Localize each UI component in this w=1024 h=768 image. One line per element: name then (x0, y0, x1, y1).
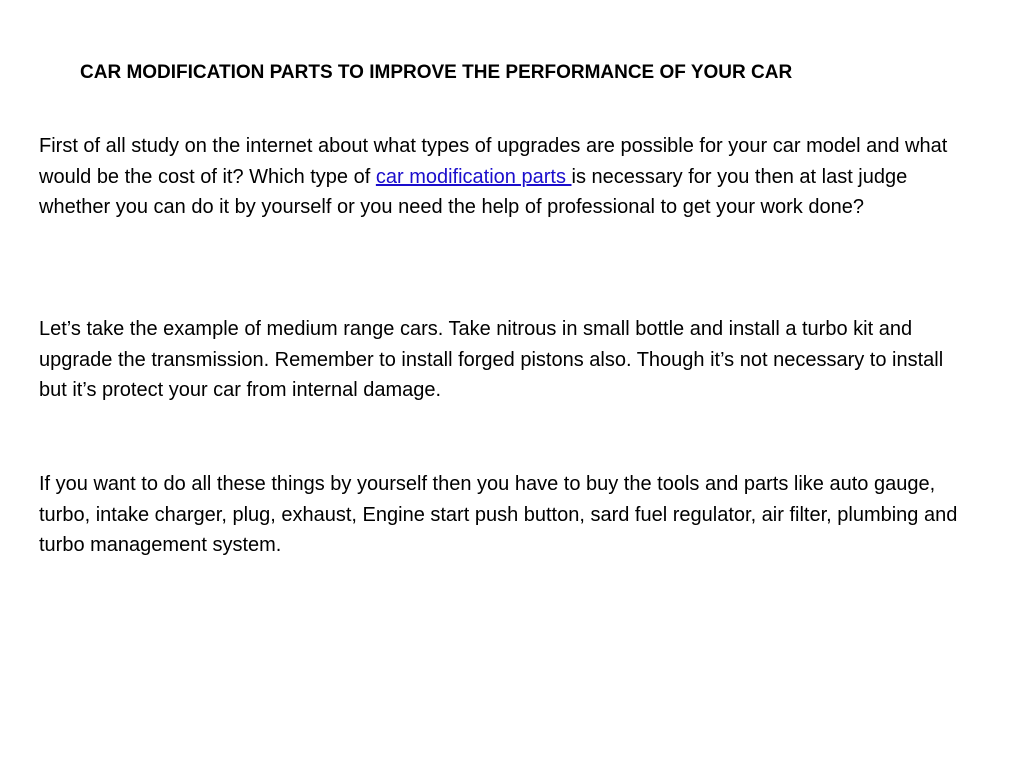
paragraph-tools: If you want to do all these things by yourself then you have to buy the tools and parts like auto gauge, turbo, intake charger, plug, exhaust, Engine start push button, sard fuel regulator, air filter, plumbing and turbo management system. (39, 473, 958, 556)
car-modification-parts-link[interactable]: car modification parts (375, 165, 572, 188)
paragraph-example: Let’s take the example of medium range cars. Take nitrous in small bottle and install a turbo kit and upgrade the transmission. Remember to install forged pistons also. Though it’s not necessary to install but it’s protect your car from internal damage. (39, 318, 944, 401)
page-title: CAR MODIFICATION PARTS TO IMPROVE THE PERFORMANCE OF YOUR CAR (80, 62, 793, 83)
paragraph-intro-text-after: is necessary for you then at last judge whether you can do it by yourself or you need the help of professional to get your work done? (39, 165, 908, 218)
paragraph-intro (39, 131, 969, 223)
paragraph-intro-text-before: First of all study on the internet about what types of upgrades are possible for your car model and what would be the cost of it? Which type of (39, 135, 948, 188)
